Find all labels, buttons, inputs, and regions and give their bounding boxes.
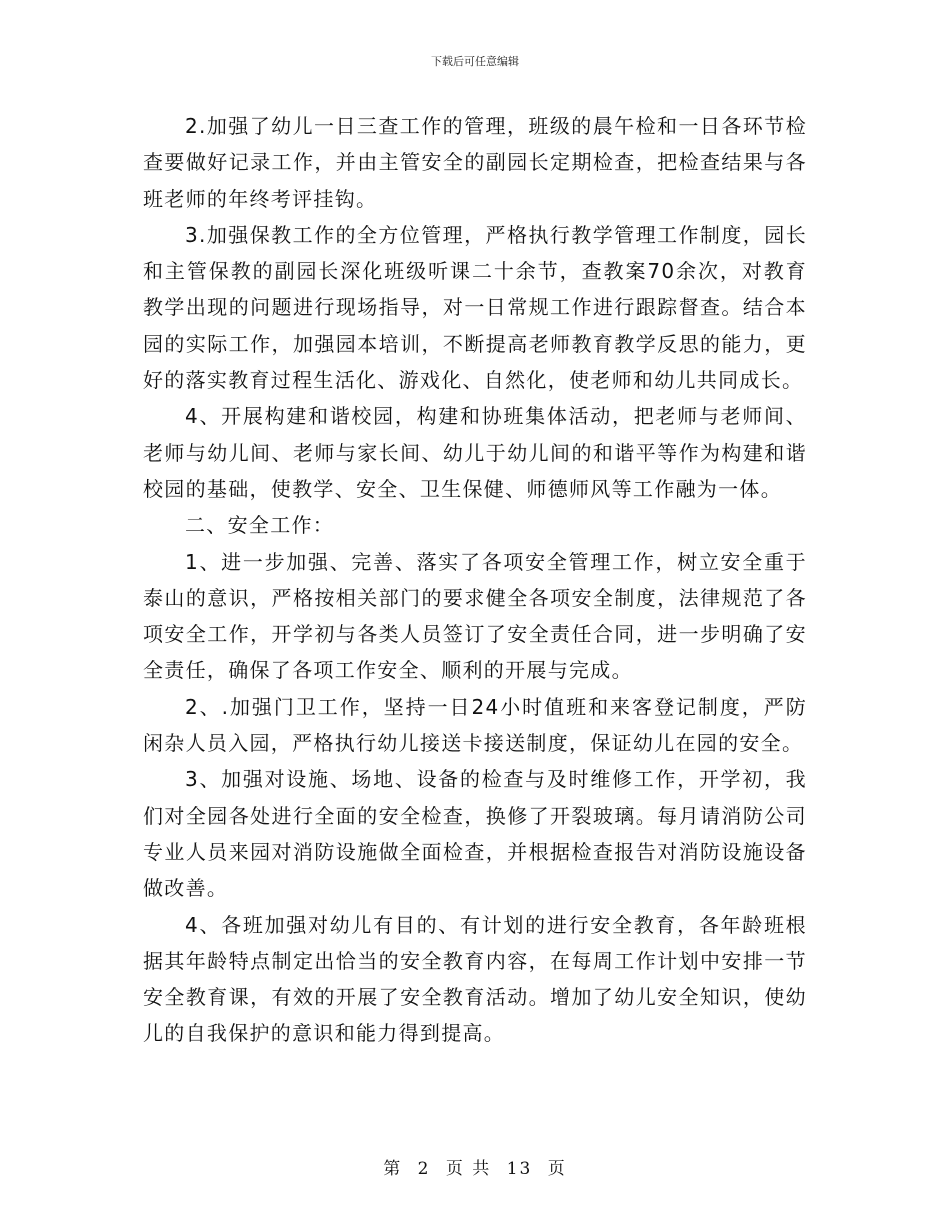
footer-page-number: 2 (417, 1159, 431, 1179)
footer-total-pages: 13 (506, 1159, 533, 1179)
paragraph-safety-3: 3、加强对设施、场地、设备的检查与及时维修工作，开学初，我们对全园各处进行全面的安全检查，换修了开裂玻璃。每月请消防公司专业人员来园对消防设施做全面检查，并根据检查报告对消防设施设备做改善。 (143, 767, 807, 901)
paragraph-safety-1: 1、进一步加强、完善、落实了各项安全管理工作，树立安全重于泰山的意识，严格按相关部门的要求健全各项安全制度，法律规范了各项安全工作，开学初与各类人员签订了安全责任合同，进一步明确了安全责任，确保了各项工作安全、顺利的开展与完成。 (143, 549, 807, 683)
paragraph-item-4: 4、开展构建和谐校园，构建和协班集体活动，把老师与老师间、老师与幼儿间、老师与家长间、幼儿于幼儿间的和谐平等作为构建和谐校园的基础，使教学、安全、卫生保健、师德师风等工作融为一体。 (143, 404, 807, 501)
page-header-note: 下载后可任意编辑 (431, 55, 519, 68)
document-body (143, 108, 807, 1052)
footer-middle: 页 共 (445, 1159, 492, 1179)
paragraph-safety-4: 4、各班加强对幼儿有目的、有计划的进行安全教育，各年龄班根据其年龄特点制定出恰当的安全教育内容，在每周工作计划中安排一节安全教育课，有效的开展了安全教育活动。增加了幼儿安全知识，使幼儿的自我保护的意识和能力得到提高。 (143, 912, 807, 1046)
footer-suffix: 页 (547, 1159, 567, 1179)
paragraph-item-2: 2.加强了幼儿一日三查工作的管理，班级的晨午检和一日各环节检查要做好记录工作，并由主管安全的副园长定期检查，把检查结果与各班老师的年终考评挂钩。 (143, 114, 807, 211)
footer-prefix: 第 (383, 1159, 403, 1179)
paragraph-safety-2: 2、.加强门卫工作，坚持一日24小时值班和来客登记制度，严防闲杂人员入园，严格执行幼儿接送卡接送制度，保证幼儿在园的安全。 (143, 694, 807, 756)
page-number-footer (0, 1154, 950, 1179)
paragraph-item-3: 3.加强保教工作的全方位管理，严格执行教学管理工作制度，园长和主管保教的副园长深化班级听课二十余节，查教案70余次，对教育教学出现的问题进行现场指导，对一日常规工作进行跟踪督查。结合本园的实际工作，加强园本培训，不断提高老师教育教学反思的能力，更好的落实教育过程生活化、游戏化、自然化，使老师和幼儿共同成长。 (143, 222, 807, 393)
section-heading-safety: 二、安全工作： (185, 513, 335, 538)
